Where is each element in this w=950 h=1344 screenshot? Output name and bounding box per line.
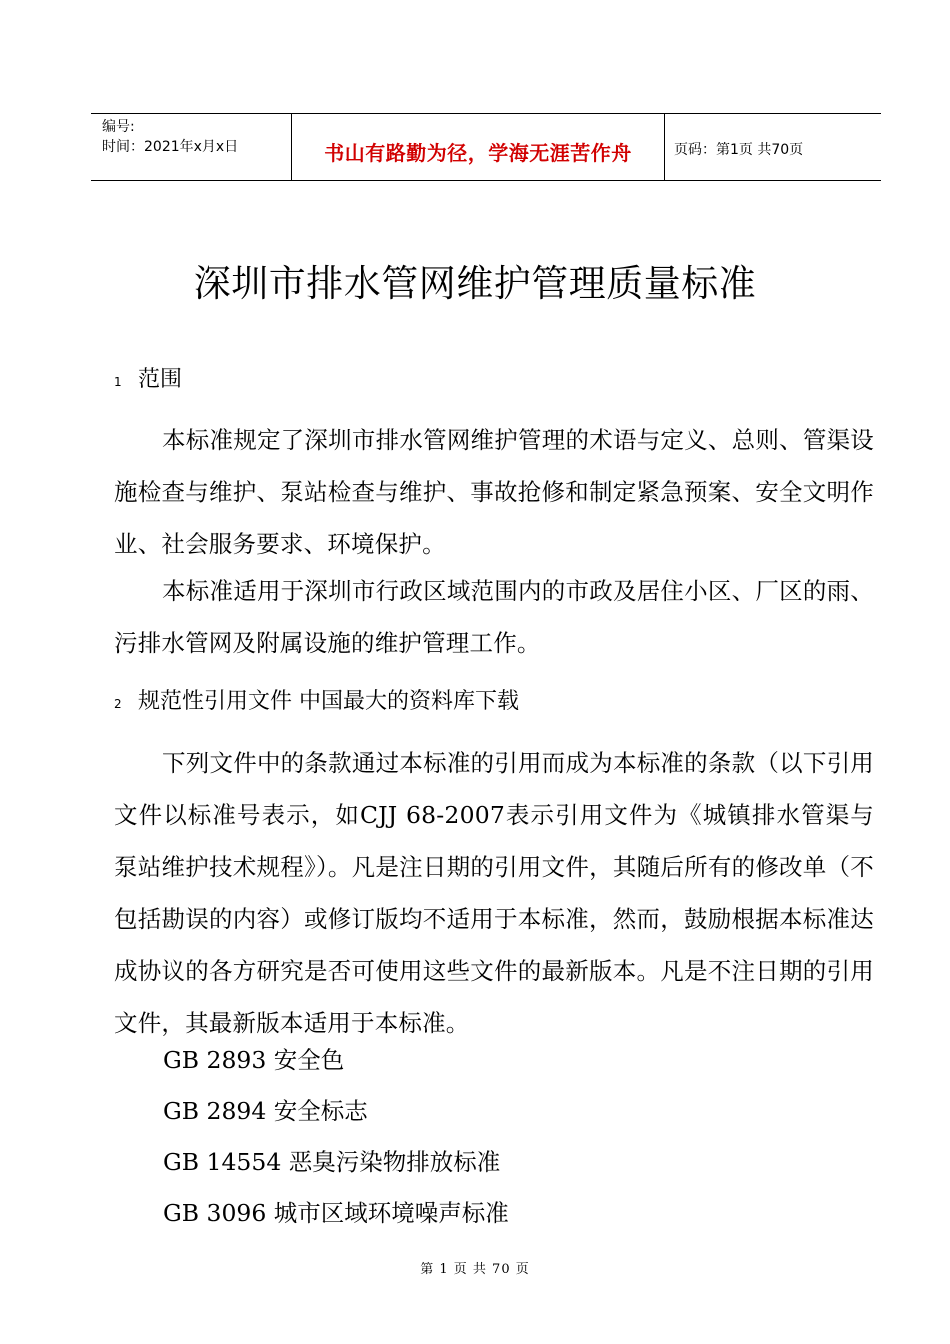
motto-text: 书山有路勤为径，学海无涯苦作舟 [324,140,632,165]
section-heading-references [114,686,519,720]
page-footer: 第 1 页 共 70 页 [420,1262,530,1277]
section-heading-scope [114,364,182,398]
time-label: 时间：2021年x月x日 [102,139,239,155]
section-number: 1 [114,375,122,389]
paragraph: 下列文件中的条款通过本标准的引用而成为本标准的条款（以下引用文件以标准号表示，如CJJ 68-2007表示引用文件为《城镇排水管渠与泵站维护技术规程》）。凡是注日期的引用文件，其随后所有的修改单（不包括勘误的内容）或修订版均不适用于本标准，然而，鼓励根据本标准达成协议的各方研究是否可使用这些文件的最新版本。凡是不注日期的引用文件，其最新版本适用于本标准。 [114,749,874,1037]
standards-list [163,1035,509,1239]
paragraph: 本标准适用于深圳市行政区域范围内的市政及居住小区、厂区的雨、污排水管网及附属设施的维护管理工作。 [114,577,874,657]
document-header [91,113,881,181]
list-item: GB 2894 安全标志 [163,1097,368,1125]
section-number: 2 [114,697,122,711]
section-title: 范围 [138,367,183,392]
list-item: GB 2893 安全色 [163,1046,345,1074]
page-info: 页码：第1页 共70页 [674,142,804,158]
list-item: GB 14554 恶臭污染物排放标准 [163,1148,501,1176]
document-title: 深圳市排水管网维护管理质量标准 [193,262,757,305]
section-title: 规范性引用文件 中国最大的资料库下载 [138,689,519,714]
list-item: GB 3096 城市区域环境噪声标准 [163,1199,509,1227]
header-motto-cell [292,114,665,180]
paragraph: 本标准规定了深圳市排水管网维护管理的术语与定义、总则、管渠设施检查与维护、泵站检查与维护、事故抢修和制定紧急预案、安全文明作业、社会服务要求、环境保护。 [114,426,874,558]
header-meta-cell [91,114,292,180]
header-page-cell [665,114,881,180]
number-label: 编号: [102,119,135,135]
